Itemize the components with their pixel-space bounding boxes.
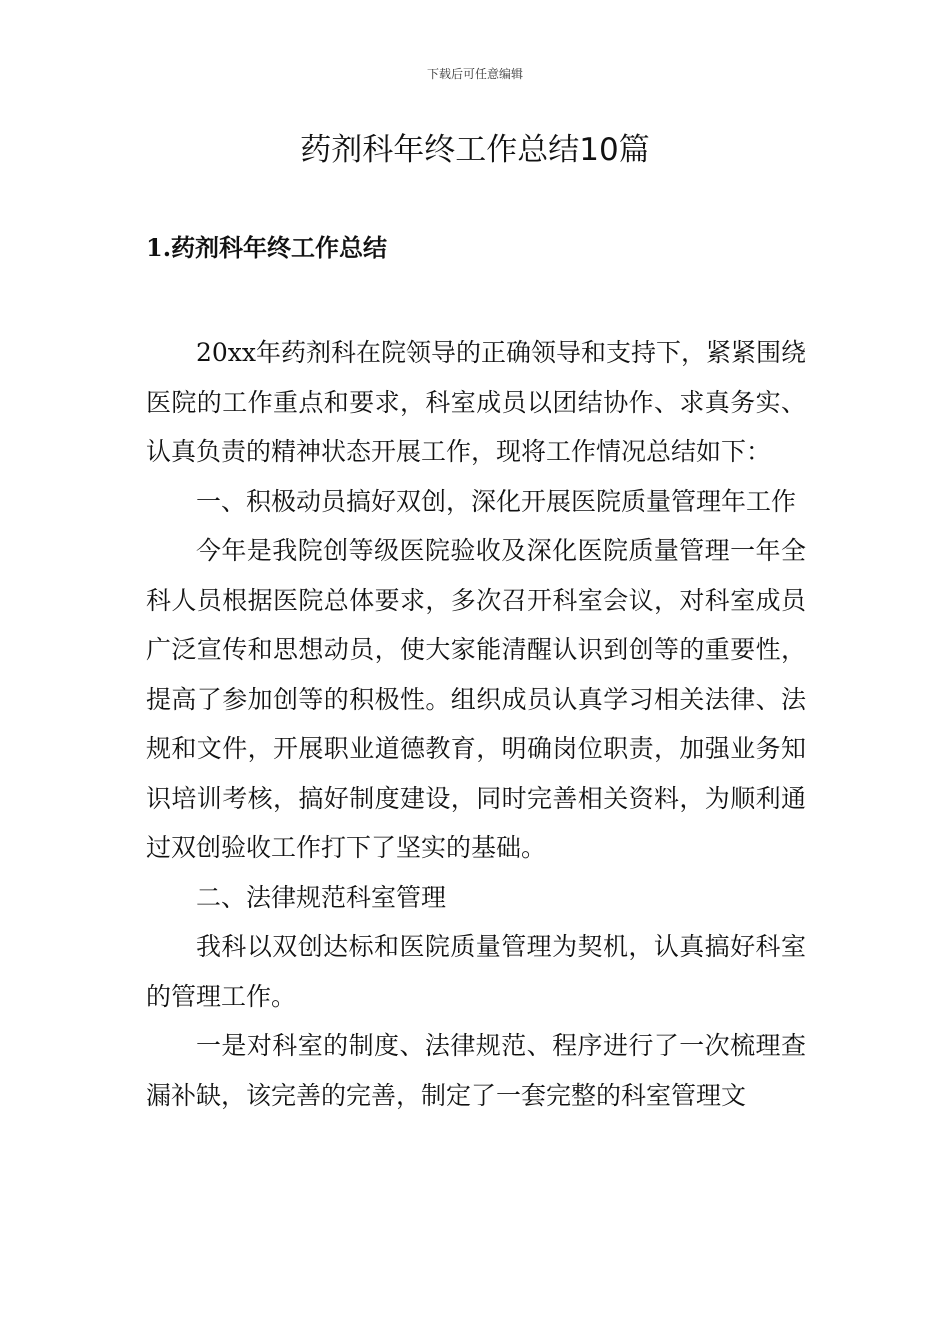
paragraph-body-3: 一是对科室的制度、法律规范、程序进行了一次梳理查漏补缺，该完善的完善，制定了一套完整的科室管理文: [146, 1031, 806, 1110]
paragraph-body-2: 我科以双创达标和医院质量管理为契机，认真搞好科室的管理工作。: [146, 932, 806, 1011]
section-heading: 1.药剂科年终工作总结: [146, 233, 388, 262]
header-note: 下载后可任意编辑: [426, 67, 523, 81]
paragraph-body-1: 今年是我院创等级医院验收及深化医院质量管理一年全科人员根据医院总体要求，多次召开科室会议，对科室成员广泛宣传和思想动员，使大家能清醒认识到创等的重要性，提高了参加创等的积极性。组织成员认真学习相关法律、法规和文件，开展职业道德教育，明确岗位职责，加强业务知识培训考核，搞好制度建设，同时完善相关资料，为顺利通过双创验收工作打下了坚实的基础。: [146, 536, 806, 862]
body-text: [146, 328, 806, 1120]
paragraph-subheading-2: 二、法律规范科室管理: [196, 882, 447, 912]
document-title: 药剂科年终工作总结10篇: [300, 132, 650, 168]
paragraph-subheading-1: 一、积极动员搞好双创，深化开展医院质量管理年工作: [196, 486, 797, 516]
paragraph-intro: 20xx年药剂科在院领导的正确领导和支持下，紧紧围绕医院的工作重点和要求，科室成员以团结协作、求真务实、认真负责的精神状态开展工作，现将工作情况总结如下：: [146, 338, 807, 466]
